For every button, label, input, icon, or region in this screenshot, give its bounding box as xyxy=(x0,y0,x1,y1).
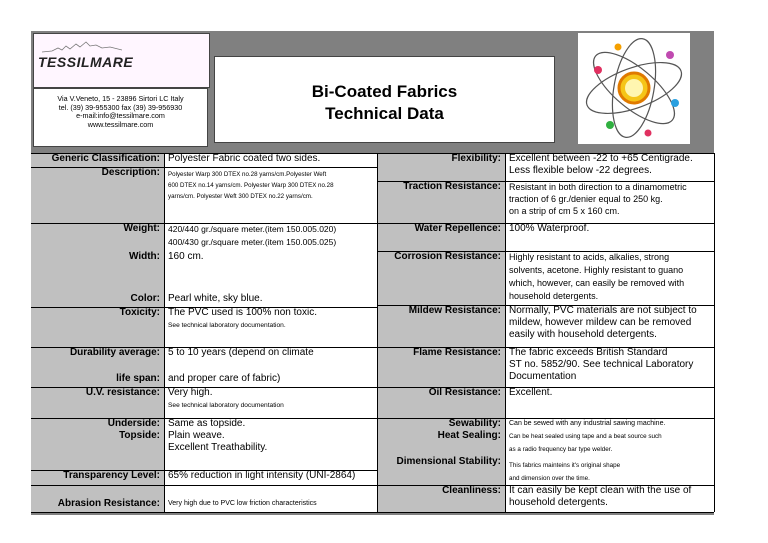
corrosion-line: solvents, acetone. Highly resistant to guano xyxy=(509,265,684,275)
label-flexibility: Flexibility: xyxy=(377,153,506,181)
skyline-icon xyxy=(42,38,122,54)
toxicity-note: See technical laboratory documentation. xyxy=(168,322,286,329)
title-box xyxy=(214,56,555,143)
divider xyxy=(31,512,714,513)
value-flame xyxy=(506,347,714,387)
logo-text: TESSILMARE xyxy=(38,54,134,70)
label-transparency: Transparency Level: xyxy=(31,470,165,485)
dimensional-line: This fabrics mainteins it's original shape xyxy=(509,462,621,469)
weight-line: 420/440 gr./square meter.(item 150.005.020) xyxy=(168,224,337,234)
topside-line: Excellent Treathability. xyxy=(168,442,268,453)
divider xyxy=(377,223,714,224)
email-line: e-mail:info@tessilmare.com xyxy=(76,111,165,121)
title-line-1: Bi-Coated Fabrics xyxy=(311,82,458,101)
value-color: Pearl white, sky blue. xyxy=(165,293,377,307)
flexibility-line: Excellent between -22 to +65 Centigrade. xyxy=(509,153,693,164)
address-line: Via V.Veneto, 15 - 23896 Sirtori LC Italy xyxy=(57,94,184,103)
label-oil: Oil Resistance: xyxy=(377,387,506,418)
label-abrasion: Abrasion Resistance: xyxy=(31,485,165,512)
phone-line: tel. (39) 39-955300 fax (39) 39-956930 xyxy=(58,102,183,112)
value-generic: Polyester Fabric coated two sides. xyxy=(165,153,377,167)
value-durability xyxy=(165,347,377,387)
value-toxicity xyxy=(165,307,377,347)
value-topside xyxy=(165,430,377,470)
heat-sealing-line: as a radio frequency bar type welder. xyxy=(509,446,613,453)
value-heat-sealing xyxy=(506,430,714,456)
value-oil: Excellent. xyxy=(506,387,714,418)
label-underside: Underside: xyxy=(31,418,165,430)
value-uv xyxy=(165,387,377,418)
corrosion-line: Highly resistant to acids, alkalies, strong xyxy=(509,252,670,262)
description-line: yarns/cm. Polyester Weft 300 DTEX no.22 yarns/cm. xyxy=(168,193,313,200)
traction-line: traction of 6 gr./denier equal to 250 kg. xyxy=(509,194,663,204)
label-weight: Weight: xyxy=(31,223,165,251)
description-line: 600 DTEX no.14 yarns/cm. Polyester Warp 300 DTEX no.28 xyxy=(168,182,334,189)
weight-line: 400/430 gr./square meter.(item 150.005.025) xyxy=(168,237,337,247)
heat-sealing-line: Can be heat sealed using tape and a beat source such xyxy=(509,433,662,440)
traction-line: Resistant in both direction to a dinamometric xyxy=(509,182,687,192)
label-topside: Topside: xyxy=(31,430,165,470)
label-toxicity: Toxicity: xyxy=(31,307,165,347)
divider xyxy=(31,485,714,486)
value-description xyxy=(165,167,377,223)
label-corrosion: Corrosion Resistance: xyxy=(377,251,506,305)
cleanliness-line: household detergents. xyxy=(509,497,608,508)
flexibility-line: Less flexible below -22 degrees. xyxy=(509,165,652,176)
divider xyxy=(31,418,714,419)
divider xyxy=(377,251,714,252)
divider xyxy=(377,153,378,512)
specs-table xyxy=(31,153,714,515)
company-logo xyxy=(33,33,210,88)
divider xyxy=(31,347,714,348)
label-traction: Traction Resistance: xyxy=(377,181,506,223)
value-abrasion: Very high due to PVC low friction characteristics xyxy=(165,485,377,512)
value-traction xyxy=(506,181,714,223)
website-line: www.tessilmare.com xyxy=(87,119,154,129)
flame-line: The fabric exceeds British Standard xyxy=(509,347,668,358)
flame-line: ST no. 5852/90. See technical Laboratory xyxy=(509,359,694,370)
flame-line: Documentation xyxy=(509,371,577,382)
label-durability-line2: life span: xyxy=(116,373,160,384)
divider xyxy=(31,307,377,308)
description-line: Polyester Warp 300 DTEX no.28 yarns/cm.Polyester Weft xyxy=(168,171,327,178)
atom-logo xyxy=(578,33,690,144)
mildew-line: easily with household detergents. xyxy=(509,329,657,340)
atom-icon xyxy=(578,33,690,144)
value-water: 100% Waterproof. xyxy=(506,223,714,251)
mildew-line: Normally, PVC materials are not subject to xyxy=(509,305,697,316)
divider xyxy=(714,153,715,512)
label-color: Color: xyxy=(31,293,165,307)
value-transparency: 65% reduction in light intensity (UNI-2864) xyxy=(165,470,377,485)
mildew-line: mildew, however mildew can be removed xyxy=(509,317,692,328)
uv-text: Very high. xyxy=(168,387,213,398)
value-corrosion xyxy=(506,251,714,305)
company-address xyxy=(33,88,208,147)
divider xyxy=(31,223,377,224)
label-generic: Generic Classification: xyxy=(31,153,165,167)
value-mildew xyxy=(506,305,714,347)
topside-line: Plain weave. xyxy=(168,430,225,441)
divider xyxy=(377,181,714,182)
divider xyxy=(31,167,377,168)
label-mildew: Mildew Resistance: xyxy=(377,305,506,347)
uv-note: See technical laboratory documentation xyxy=(168,402,284,409)
label-description: Description: xyxy=(31,167,165,223)
durability-line2: and proper care of fabric) xyxy=(168,373,281,384)
label-heat-sealing: Heat Sealing: xyxy=(377,430,506,456)
divider xyxy=(31,153,714,154)
label-water: Water Repellence: xyxy=(377,223,506,251)
label-width: Width: xyxy=(31,251,165,293)
dimensional-line: and dimension over the time. xyxy=(509,475,590,482)
value-dimensional xyxy=(506,456,714,485)
value-weight xyxy=(165,223,377,251)
toxicity-text: The PVC used is 100% non toxic. xyxy=(168,307,317,318)
label-cleanliness: Cleanliness: xyxy=(377,485,506,512)
label-flame: Flame Resistance: xyxy=(377,347,506,387)
divider xyxy=(31,470,377,471)
durability-line1: 5 to 10 years (depend on climate xyxy=(168,347,314,358)
label-durability xyxy=(31,347,165,387)
traction-line: on a strip of cm 5 x 160 cm. xyxy=(509,206,620,216)
value-cleanliness xyxy=(506,485,714,512)
corrosion-line: household detergents. xyxy=(509,291,599,301)
value-underside: Same as topside. xyxy=(165,418,377,430)
label-dimensional: Dimensional Stability: xyxy=(377,456,506,485)
divider xyxy=(31,387,714,388)
cleanliness-line: It can easily be kept clean with the use of xyxy=(509,485,692,496)
label-uv: U.V. resistance: xyxy=(31,387,165,418)
corrosion-line: which, however, can easily be removed with xyxy=(509,278,685,288)
value-width: 160 cm. xyxy=(165,251,377,293)
title-line-2: Technical Data xyxy=(325,104,444,123)
value-flexibility xyxy=(506,153,714,181)
label-durability-line1: Durability average: xyxy=(69,347,160,358)
value-sewability: Can be sewed with any industrial sawing machine. xyxy=(506,418,714,430)
label-sewability: Sewability: xyxy=(377,418,506,430)
divider xyxy=(377,305,714,306)
